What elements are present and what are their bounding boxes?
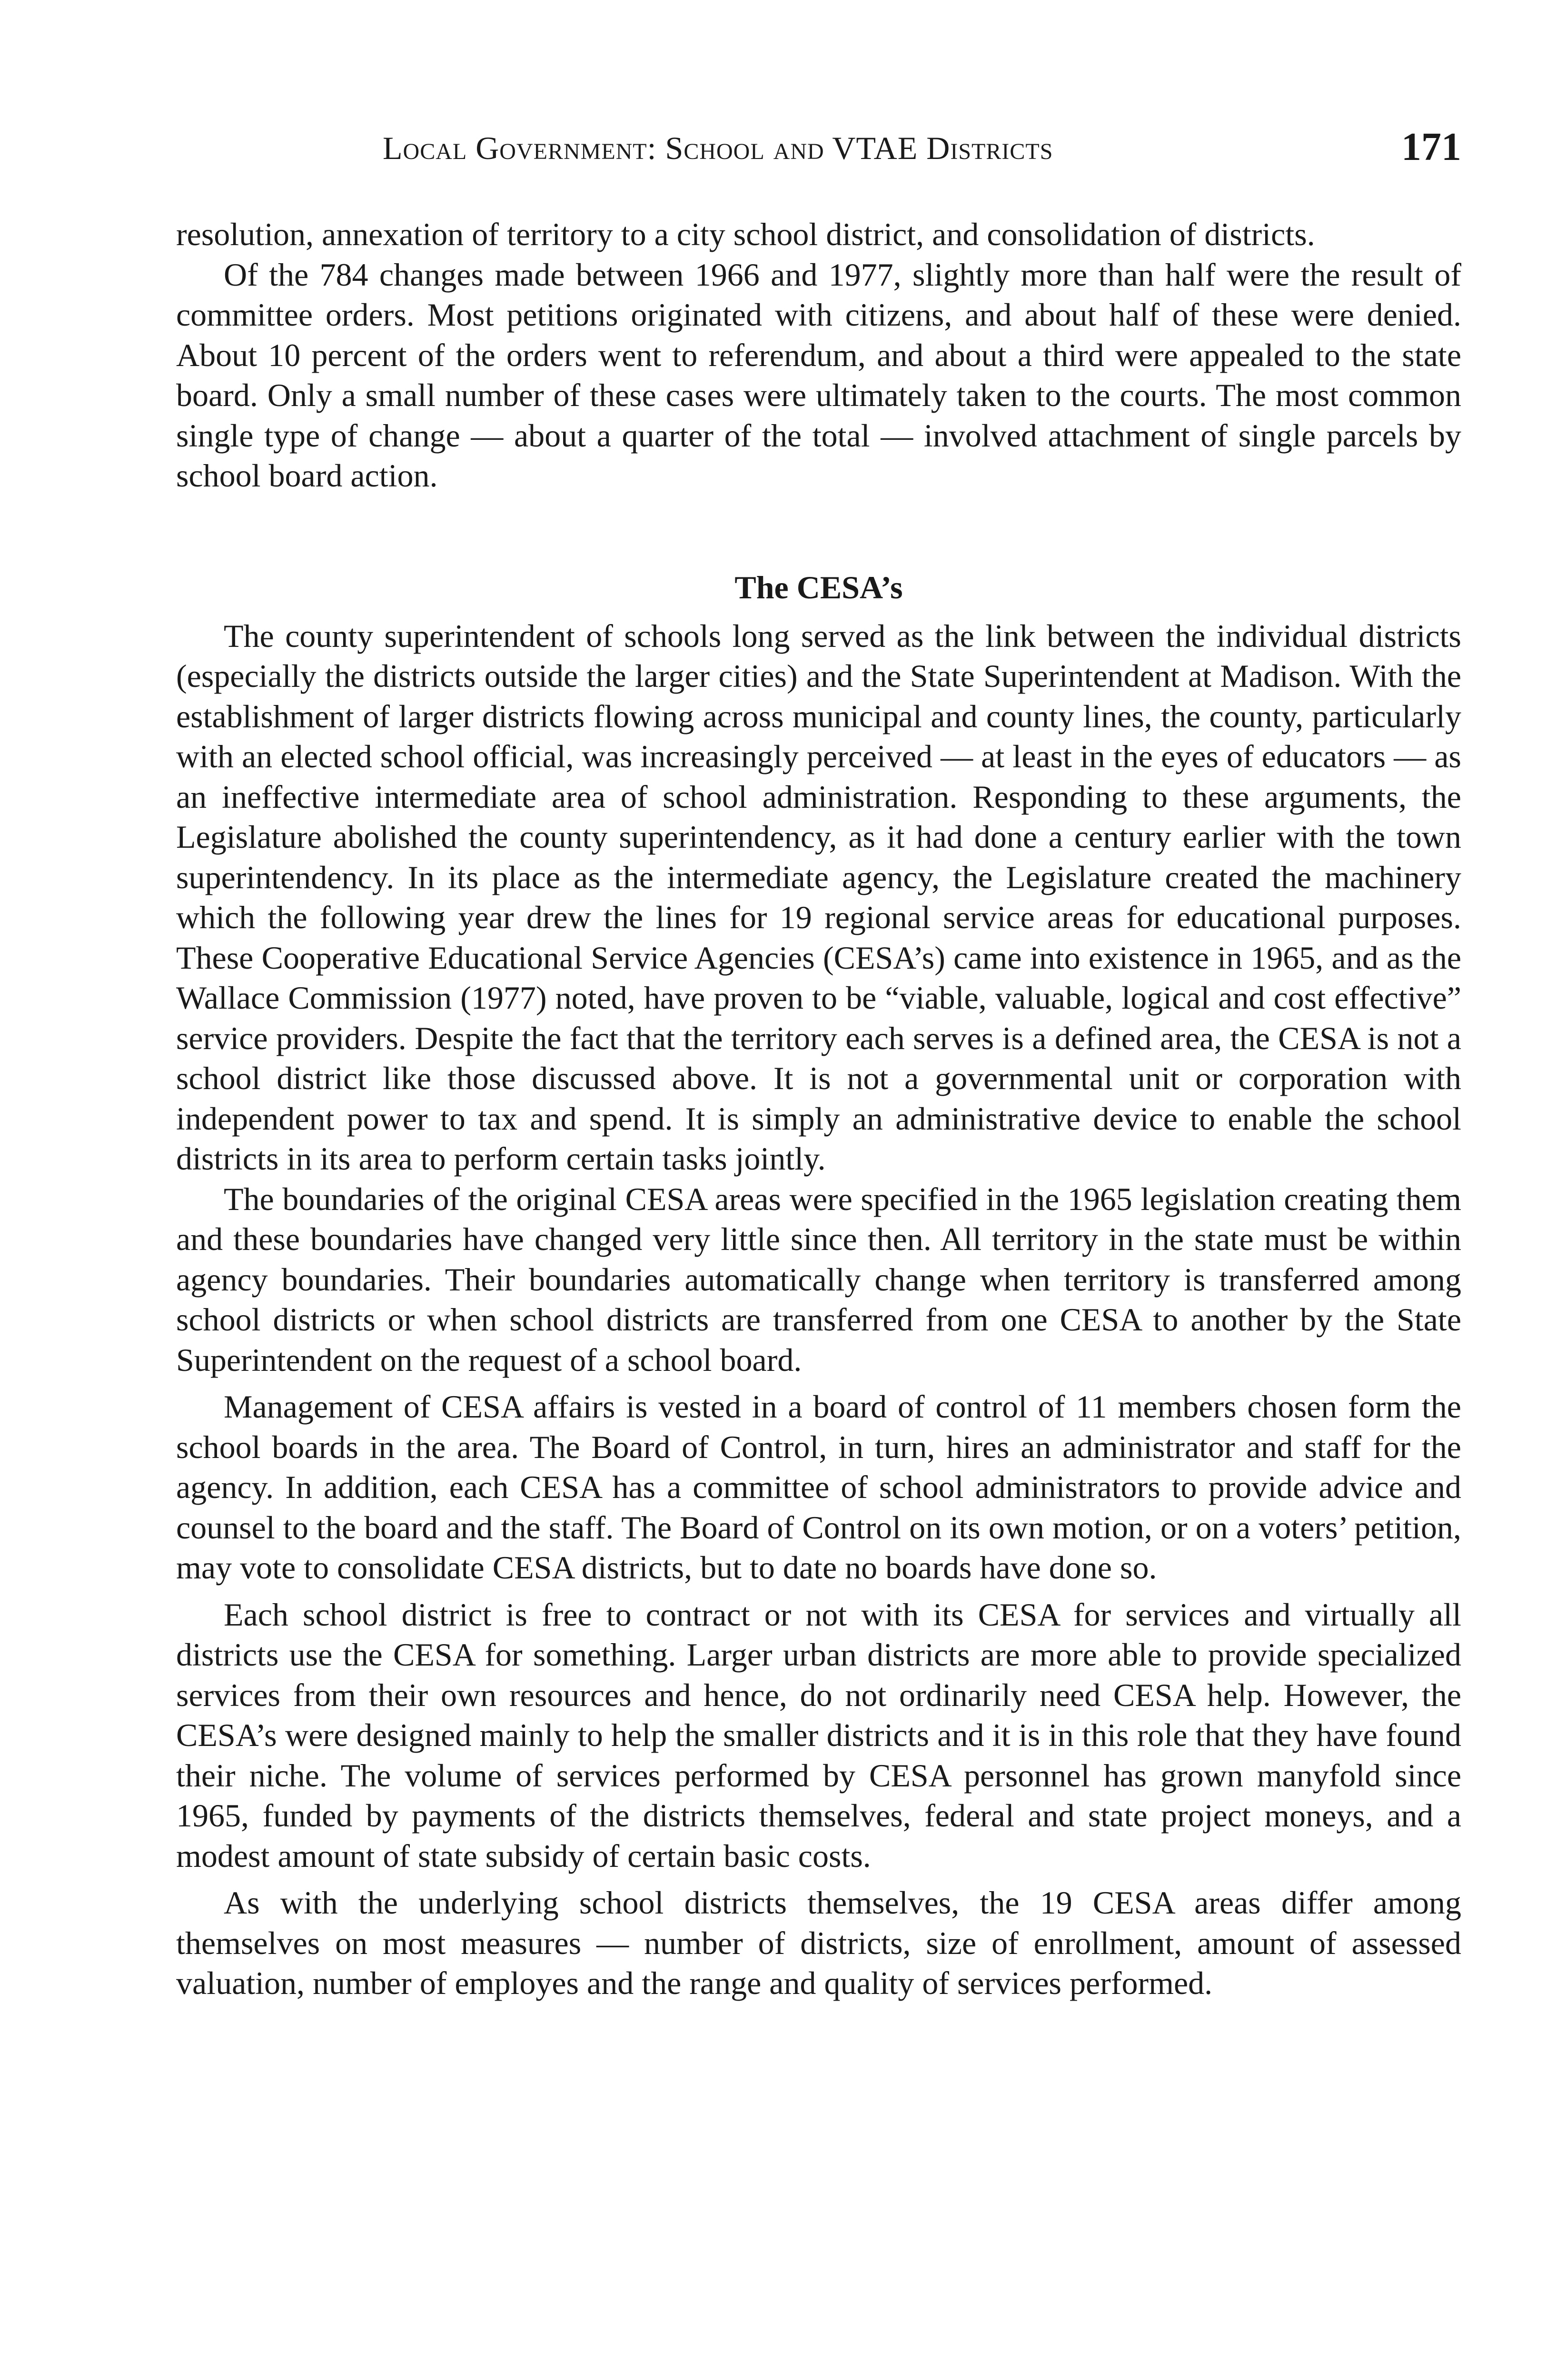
page-number: 171	[1401, 125, 1461, 169]
body-text	[176, 214, 1461, 2003]
paragraph: As with the underlying school districts themselves, the 19 CESA areas differ among themselves on most measures — number of districts, size of enrollment, amount of assessed valuation, number of employes and the range and quality of services performed.	[176, 1884, 1461, 2001]
paragraph: Each school district is free to contract or not with its CESA for services and virtually all districts use the CESA for something. Larger urban districts are more able to provide specialized services from their own resources and hence, do not ordinarily need CESA help. However, the CESA’s were designed mainly to help the smaller districts and it is in this role that they have found their niche. The volume of services performed by CESA personnel has grown manyfold since 1965, funded by payments of the districts themselves, federal and state project moneys, and a modest amount of state subsidy of certain basic costs.	[176, 1596, 1461, 1874]
paragraph: The boundaries of the original CESA areas were specified in the 1965 legislation creating them and these boundaries have changed very little since then. All territory in the state must be within agency boundaries. Their boundaries automatically change when territory is transferred among school districts or when school districts are transferred from one CESA to another by the State Superintendent on the request of a school board.	[176, 1180, 1461, 1378]
paragraph: The county superintendent of schools long served as the link between the individual districts (especially the districts outside the larger cities) and the State Superintendent at Madison. With the establishment of larger districts flowing across municipal and county lines, the county, particularly with an elected school official, was increasingly perceived — at least in the eyes of educators — as an ineffective intermediate area of school administration. Responding to these arguments, the Legislature abolished the county superintendency, as it had done a century earlier with the town superintendency. In its place as the intermediate agency, the Legislature created the machinery which the following year drew the lines for 19 regional service areas for educational purposes. These Cooperative Educational Service Agencies (CESA’s) came into existence in 1965, and as the Wallace Commission (1977) noted, have proven to be “viable, valuable, logical and cost effective” service providers. Despite the fact that the territory each serves is a defined area, the CESA is not a school district like those discussed above. It is not a governmental unit or corporation with independent power to tax and spend. It is simply an administrative device to enable the school districts in its area to perform certain tasks jointly.	[176, 617, 1461, 1177]
paragraph: Of the 784 changes made between 1966 and 1977, slightly more than half were the result of committee orders. Most petitions originated with citizens, and about half of these were denied. About 10 percent of the orders went to referendum, and about a third were appealed to the state board. Only a small number of these cases were ultimately taken to the courts. The most common single type of change — about a quarter of the total — involved attachment of single parcels by school board action.	[176, 256, 1461, 494]
running-title: Local Government: School and VTAE Districts	[383, 130, 1053, 166]
paragraph-continuation: resolution, annexation of territory to a city school district, and consolidation of districts.	[176, 216, 1315, 252]
running-header	[176, 119, 1461, 171]
section-heading: The CESA’s	[734, 569, 903, 605]
paragraph: Management of CESA affairs is vested in a board of control of 11 members chosen form the school boards in the area. The Board of Control, in turn, hires an administrator and staff for the agency. In addition, each CESA has a committee of school administrators to provide advice and counsel to the board and the staff. The Board of Control on its own motion, or on a voters’ petition, may vote to consolidate CESA districts, but to date no boards have done so.	[176, 1388, 1461, 1586]
